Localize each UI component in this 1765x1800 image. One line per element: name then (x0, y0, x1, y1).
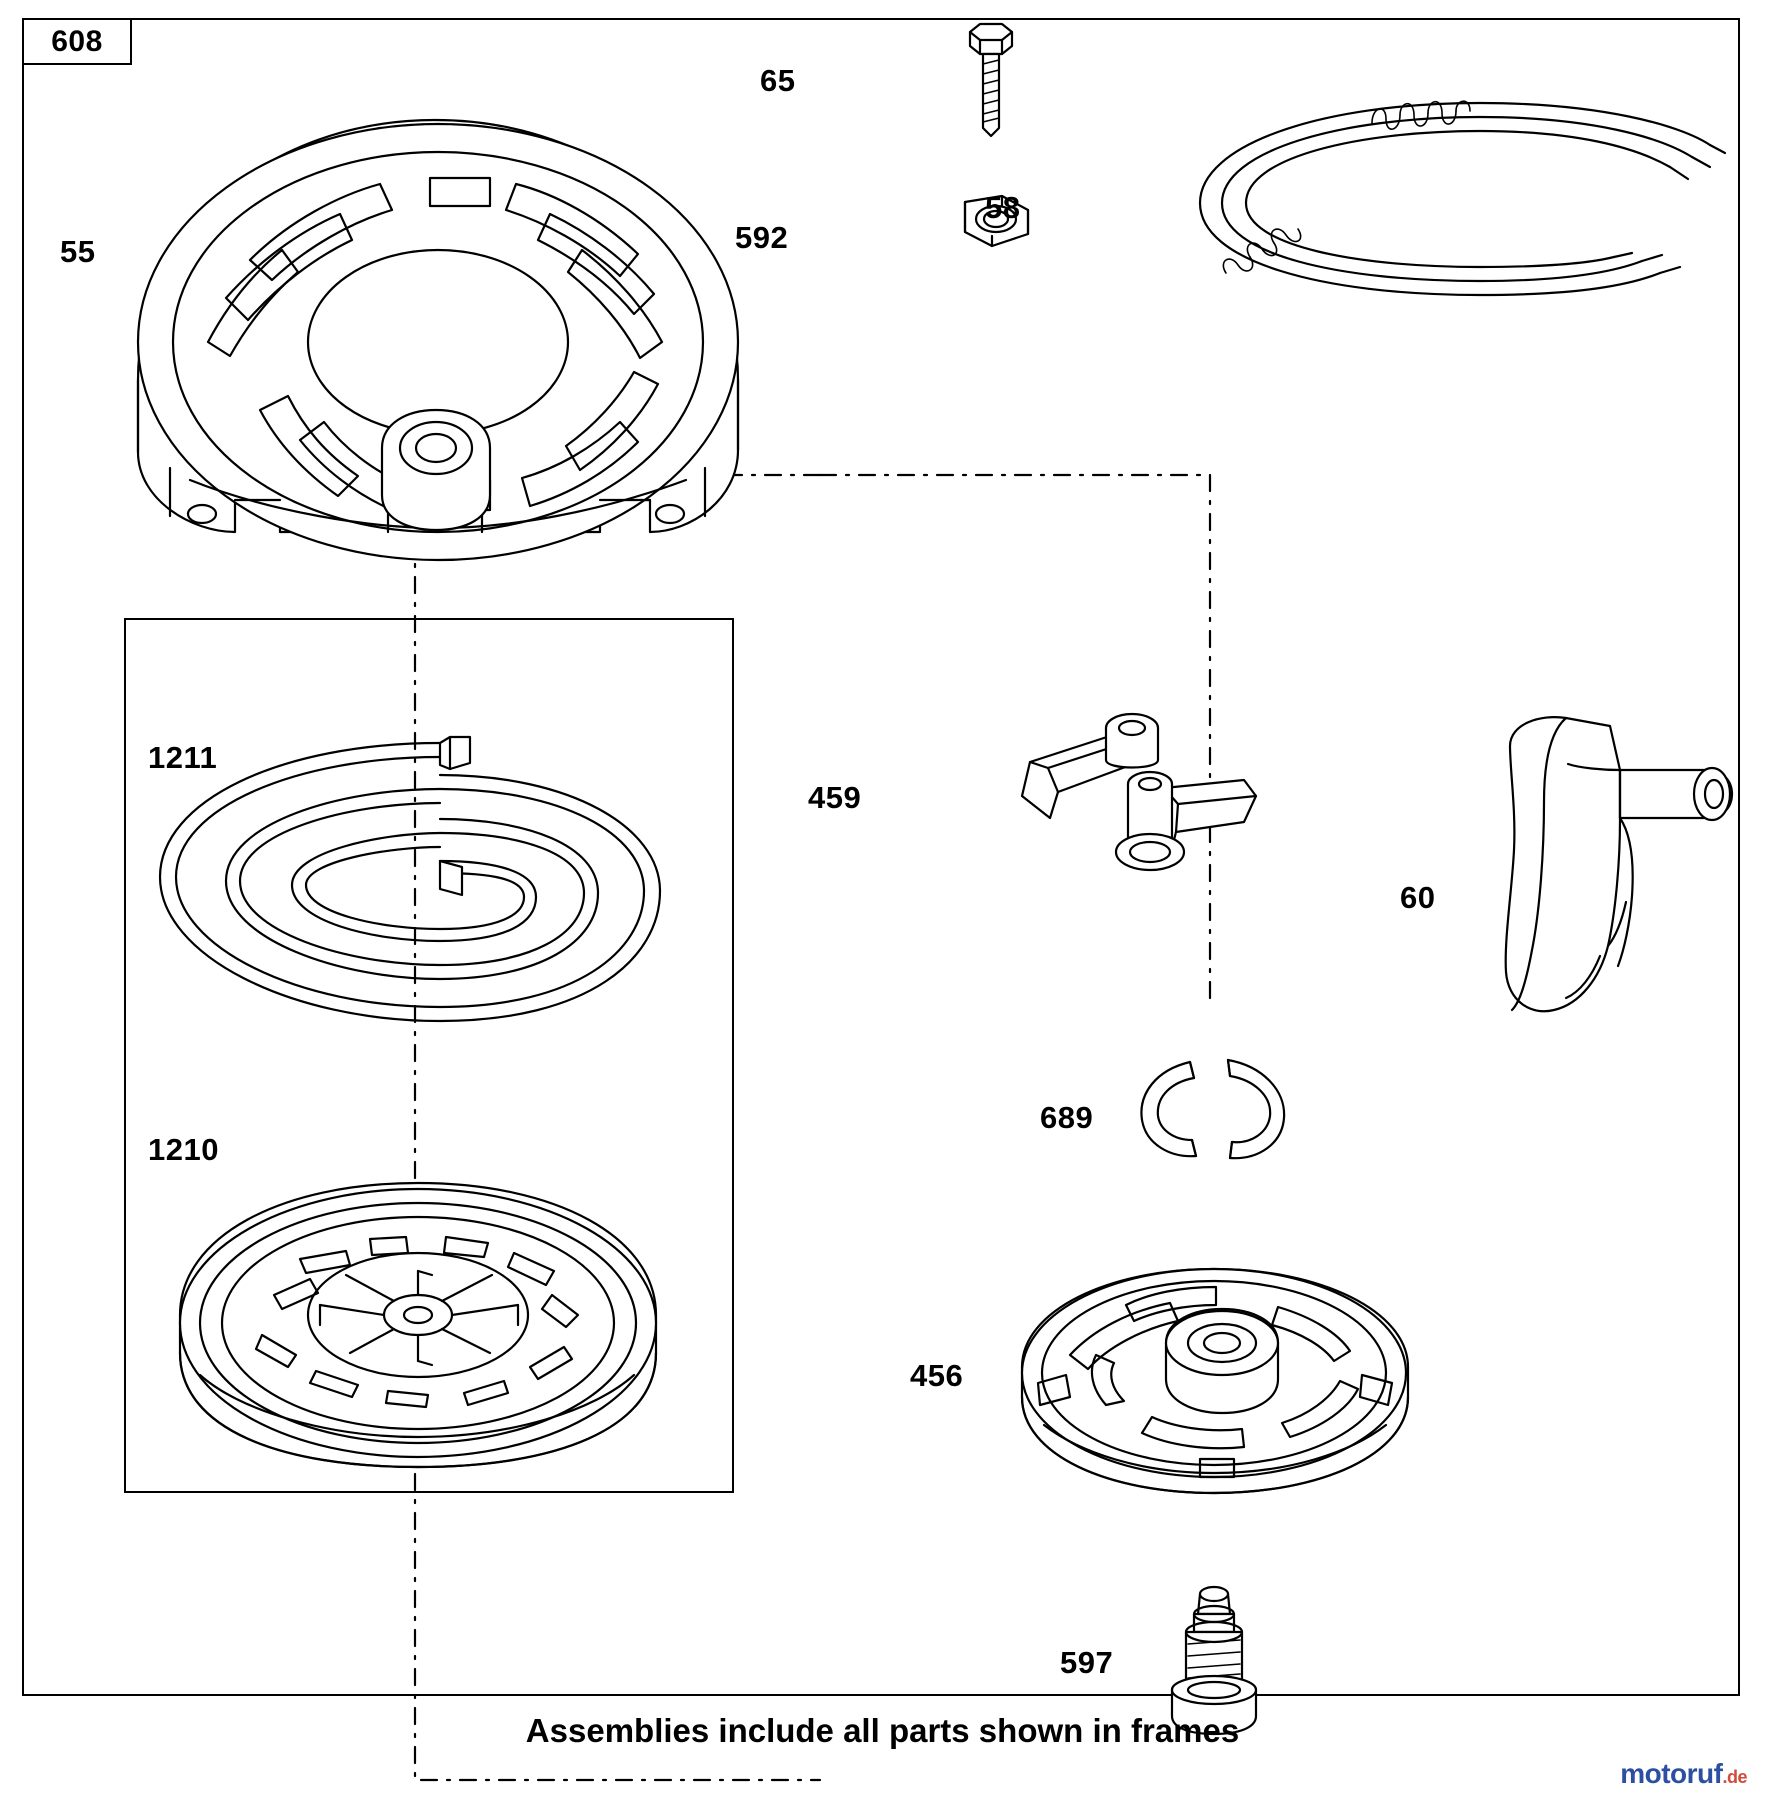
label-part-456: 456 (910, 1358, 964, 1393)
label-part-58: 58 (985, 190, 1021, 225)
page-id-label: 608 (51, 24, 103, 58)
watermark (1620, 1758, 1747, 1790)
part-1211-recoil-spring (140, 735, 680, 1045)
diagram-caption: Assemblies include all parts shown in frames (525, 1712, 1240, 1749)
part-58-starter-rope (1180, 95, 1740, 325)
part-1210-rope-pulley (170, 1175, 670, 1475)
page-id-box (22, 18, 132, 65)
part-456-clutch-retainer (1010, 1255, 1420, 1505)
part-55-starter-housing (130, 80, 750, 550)
part-60-starter-grip (1470, 710, 1760, 1030)
label-part-459: 459 (808, 780, 862, 815)
label-part-55: 55 (60, 234, 96, 269)
label-part-65: 65 (760, 63, 796, 98)
part-65-screw (950, 20, 1030, 140)
label-part-1211: 1211 (148, 740, 218, 775)
label-part-689: 689 (1040, 1100, 1094, 1135)
label-part-60: 60 (1400, 880, 1436, 915)
label-part-592: 592 (735, 220, 789, 255)
label-part-1210: 1210 (148, 1132, 219, 1167)
watermark-suffix: .de (1722, 1767, 1747, 1787)
watermark-text: motoruf (1620, 1758, 1723, 1789)
part-689-retaining-ring (1130, 1040, 1310, 1170)
label-part-597: 597 (1060, 1645, 1114, 1680)
part-459-pawl-dog (1000, 700, 1280, 920)
